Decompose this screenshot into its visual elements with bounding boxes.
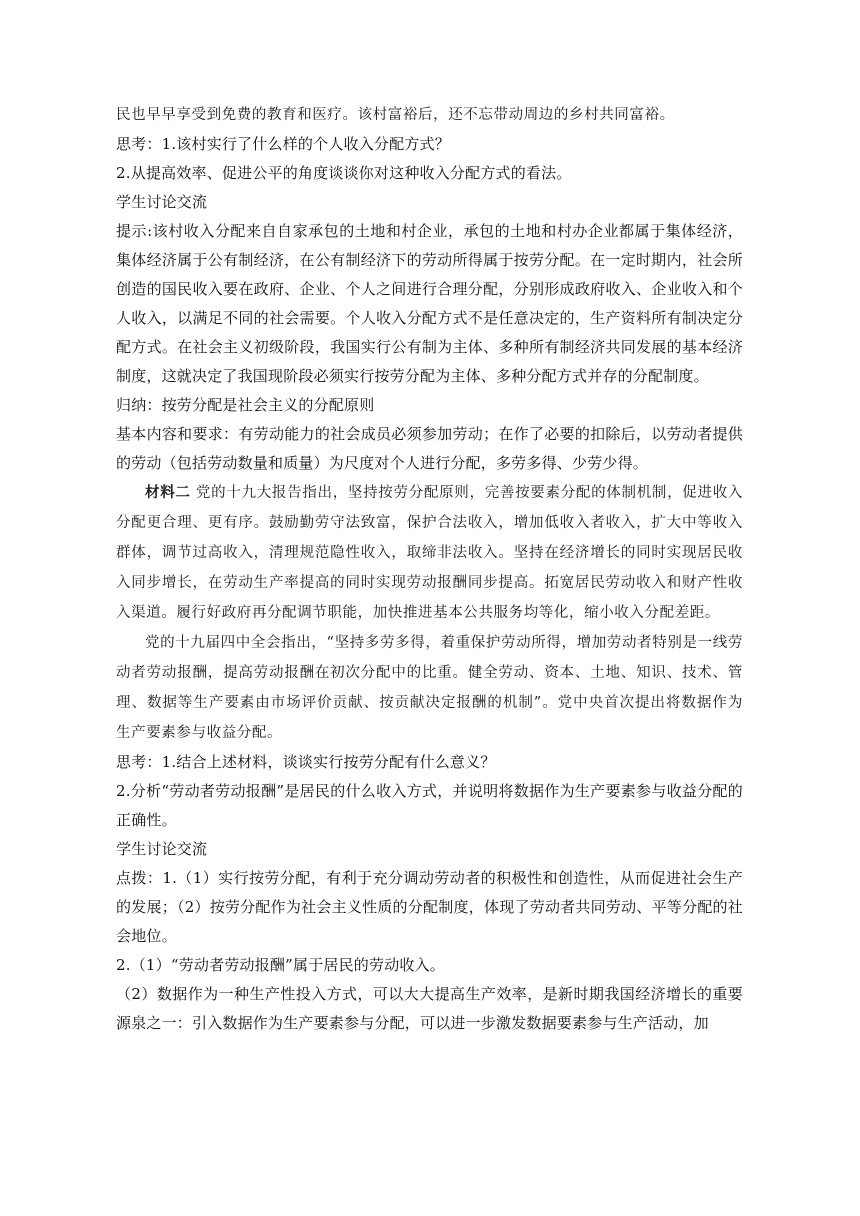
material-two-label: 材料二 bbox=[145, 484, 191, 501]
guidance-paragraph: 点拨：1.（1）实行按劳分配，有利于充分调动劳动者的积极性和创造性，从而促进社会生产的发展；（2）按劳分配作为社会主义性质的分配制度，体现了劳动者共同劳动、平等分配的社会地位。 bbox=[116, 869, 743, 945]
thinking-question-2: 2.从提高效率、促进公平的角度谈谈你对这种收入分配方式的看法。 bbox=[116, 164, 572, 182]
student-discussion-heading-2: 学生讨论交流 bbox=[116, 840, 208, 858]
material-two-paragraph bbox=[116, 478, 743, 628]
thinking-question-4: 2.分析“劳动者劳动报酬”是居民的什么收入方式，并说明将数据作为生产要素参与收益分配的正确性。 bbox=[116, 782, 743, 829]
thinking-question-3: 思考：1.结合上述材料，谈谈实行按劳分配有什么意义？ bbox=[116, 753, 496, 771]
material-continuation-paragraph: 民也早早享受到免费的教育和医疗。该村富裕后，还不忘带动周边的乡村共同富裕。 bbox=[116, 107, 675, 123]
material-two-text: 党的十九大报告指出，坚持按劳分配原则，完善按要素分配的体制机制，促进收入分配更合理、更有序。鼓励勤劳守法致富，保护合法收入，增加低收入者收入，扩大中等收入群体，调节过高收入，清理规范隐性收入，取缔非法收入。坚持在经济增长的同时实现居民收入同步增长，在劳动生产率提高的同时实现劳动报酬同步提高。拓宽居民劳动收入和财产性收入渠道。履行好政府再分配调节职能，加快推进基本公共服务均等化，缩小收入分配差距。 bbox=[116, 485, 743, 621]
thinking-question-1: 思考：1.该村实行了什么样的个人收入分配方式？ bbox=[116, 135, 450, 153]
summary-line: 归纳：按劳分配是社会主义的分配原则 bbox=[116, 396, 375, 414]
student-discussion-heading: 学生讨论交流 bbox=[116, 193, 208, 211]
answer-2-2: （2）数据作为一种生产性投入方式，可以大大提高生产效率，是新时期我国经济增长的重要源泉之一：引入数据作为生产要素参与分配，可以进一步激发数据要素参与生产活动，加 bbox=[116, 985, 743, 1032]
plenary-session-paragraph: 党的十九届四中全会指出，“坚持多劳多得，着重保护劳动所得，增加劳动者特别是一线劳动者劳动报酬，提高劳动报酬在初次分配中的比重。健全劳动、资本、土地、知识、技术、管理、数据等生产要素由市场评价贡献、按贡献决定报酬的机制”。党中央首次提出将数据作为生产要素参与收益分配。 bbox=[116, 635, 743, 741]
hint-paragraph: 提示:该村收入分配来自自家承包的土地和村企业，承包的土地和村办企业都属于集体经济，集体经济属于公有制经济，在公有制经济下的劳动所得属于按劳分配。在一定时期内，社会所创造的国民收入要在政府、企业、个人之间进行合理分配，分别形成政府收入、企业收入和个人收入，以满足不同的社会需要。个人收入分配方式不是任意决定的，生产资料所有制决定分配方式。在社会主义初级阶段，我国实行公有制为主体、多种所有制经济共同发展的基本经济制度，这就决定了我国现阶段必须实行按劳分配为主体、多种分配方式并存的分配制度。 bbox=[116, 222, 743, 385]
document-body bbox=[116, 100, 743, 1038]
basic-content-paragraph: 基本内容和要求：有劳动能力的社会成员必须参加劳动；在作了必要的扣除后，以劳动者提供的劳动（包括劳动数量和质量）为尺度对个人进行分配，多劳多得、少劳少得。 bbox=[116, 425, 743, 472]
answer-2-1: 2.（1）“劳动者劳动报酬”属于居民的劳动收入。 bbox=[116, 956, 445, 974]
